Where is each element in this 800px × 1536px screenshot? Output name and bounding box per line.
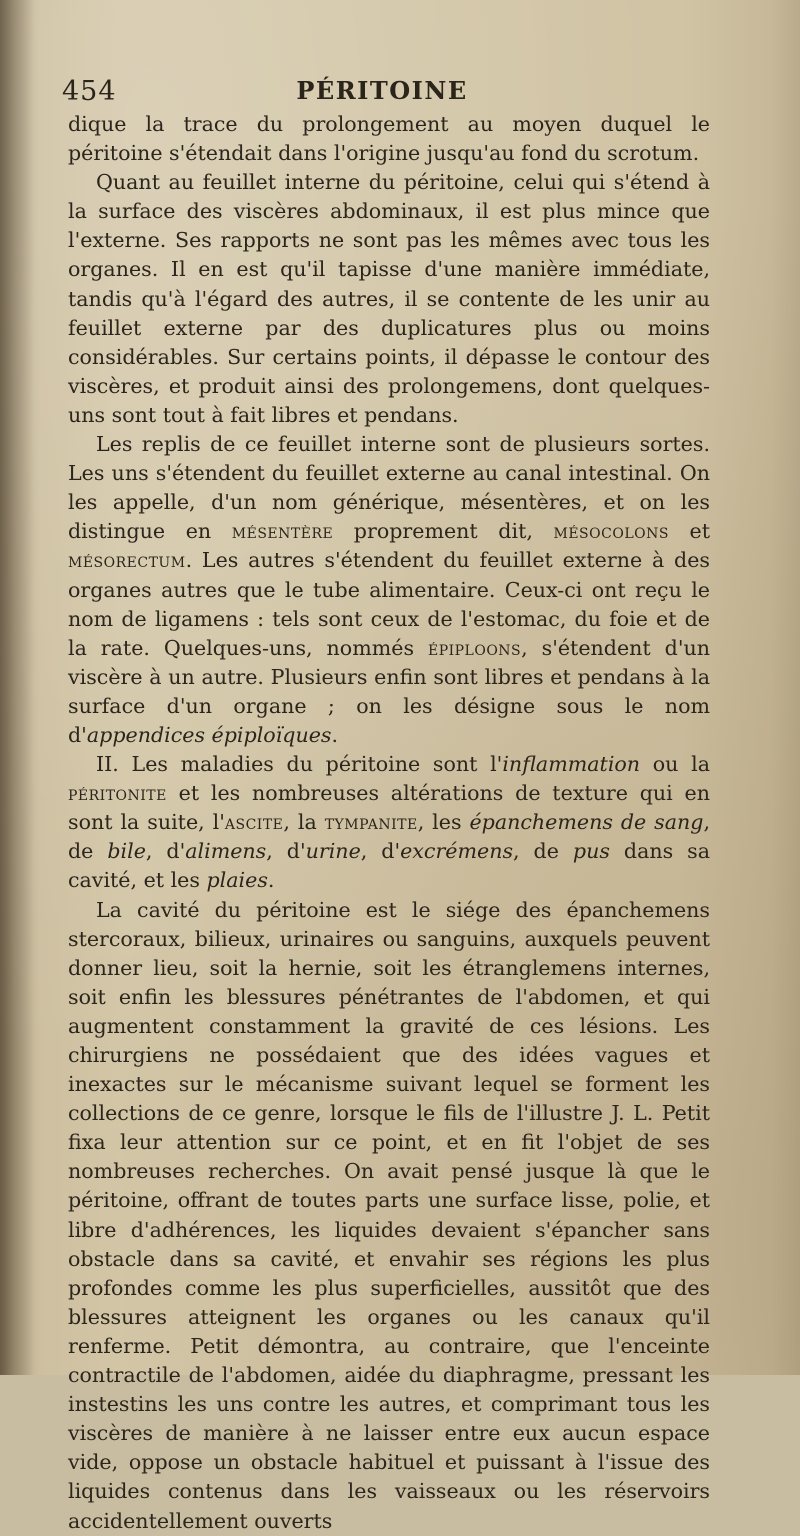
page-header	[62, 76, 702, 110]
term-peritonite: péritonite	[68, 781, 167, 806]
paragraph-continuation: dique la trace du prolongement au moyen duquel le péritoine s'étendait dans l'origine jusqu'au fond du scrotum.	[68, 112, 710, 166]
paragraph-cavite: La cavité du péritoine est le siége des épanchemens stercoraux, bilieux, urinaires ou sanguins, auxquels peuvent donner lieu, soit la hernie, soit les étranglemens internes, soit enfin les blessures pénétrantes de l'abdomen, et qui augmentent constamment la gravité de ces lésions. Les chirurgiens ne possédaient que des idées vagues et inexactes sur le mécanisme suivant lequel se forment les collections de ce genre, lorsque le fils de l'illustre J. L. Petit fixa leur attention sur ce point, et en fit l'objet de ses nombreuses recherches. On avait pensé jusque là que le péritoine, offrant de toutes parts une surface lisse, polie, et libre d'adhérences, les liquides devaient s'épancher sans obstacle dans sa cavité, et envahir ses régions les plus profondes comme les plus superficielles, aussitôt que des blessures atteignent les organes ou les canaux qu'il renferme. Petit démontra, au contraire, que l'enceinte contractile de l'abdomen, aidée du diaphragme, pressant les instestins les uns contre les autres, et comprimant tous les viscères de manière à ne laisser entre eux aucun espace vide, oppose un obstacle habituel et puissant à l'issue des liquides contenus dans les vaisseaux ou les réservoirs accidentellement ouverts	[68, 897, 710, 1533]
term-bile: bile	[107, 839, 146, 864]
paragraph-feuillet-interne: Quant au feuillet interne du péritoine, celui qui s'étend à la surface des viscères abdominaux, il est plus mince que l'externe. Ses rapports ne sont pas les mêmes avec tous les organes. Il en est qu'il tapisse d'une manière immédiate, tandis qu'à l'égard des autres, il se contente de les unir au feuillet externe par des duplicatures plus ou moins considérables. Sur certains points, il dépasse le contour des viscères, et produit ainsi des prolongemens, dont quelques-uns sont tout à fait libres et pendans.	[68, 170, 710, 427]
text-segment: Les replis de ce feuillet interne sont de plusieurs sortes. Les uns s'étendent du feuillet externe au canal intestinal. On les appelle, d'un nom générique, mésentères, et on les distingue en	[68, 432, 710, 544]
text-segment: et	[668, 519, 711, 544]
term-pus: pus	[572, 839, 610, 864]
term-appendices-epiploiques: appendices épiploïques	[86, 722, 332, 747]
text-segment: , de	[513, 839, 573, 864]
text-segment: , d'	[145, 839, 186, 864]
term-mesorectum: mésorectum	[68, 548, 186, 573]
text-segment: II. Les maladies du péritoine sont l'	[96, 752, 503, 777]
text-segment: ou la	[640, 752, 710, 777]
text-segment: proprement dit,	[333, 519, 554, 544]
paragraph-maladies	[68, 750, 710, 895]
term-alimens: alimens	[185, 839, 267, 864]
running-title: PÉRITOINE	[296, 76, 468, 105]
term-ascite: ascite	[224, 810, 284, 835]
term-mesentere: mésentère	[231, 519, 334, 544]
body-text	[68, 110, 710, 1536]
term-plaies: plaies	[206, 868, 268, 893]
text-segment: , d'	[360, 839, 401, 864]
text-segment: , la	[283, 810, 325, 835]
term-epanchemens-de-sang: épanchemens de sang	[469, 810, 704, 835]
text-segment: , de	[68, 810, 711, 864]
term-epiploons: épiploons	[427, 635, 522, 660]
term-mesocolons: mésocolons	[553, 519, 669, 544]
text-segment: , s'étendent d'un viscère à un autre. Plusieurs enfin sont libres et pendans à la surface d'un organe ; on les désigne sous le nom d'	[68, 635, 711, 747]
term-excremens: excrémens	[400, 839, 514, 864]
page-number: 454	[62, 76, 117, 107]
text-segment: et les nombreuses altérations de texture qui en sont la suite, l'	[68, 781, 710, 835]
text-segment: , d'	[266, 839, 306, 864]
term-urine: urine	[305, 839, 361, 864]
binding-gutter-shadow	[0, 0, 34, 1375]
text-segment: . Les autres s'étendent du feuillet externe à des organes autres que le tube alimentaire. Ceux-ci ont reçu le nom de ligamens : tels sont ceux de l'estomac, du foie et de la rate. Quelques-uns, nommés	[68, 548, 710, 660]
term-inflammation: inflammation	[502, 752, 641, 777]
text-segment: dans sa cavité, et les	[68, 839, 710, 893]
text-segment: , les	[417, 810, 470, 835]
paragraph-replis	[68, 430, 710, 750]
text-segment: .	[331, 722, 339, 747]
text-segment: .	[267, 868, 275, 893]
term-tympanite: tympanite	[324, 810, 418, 835]
